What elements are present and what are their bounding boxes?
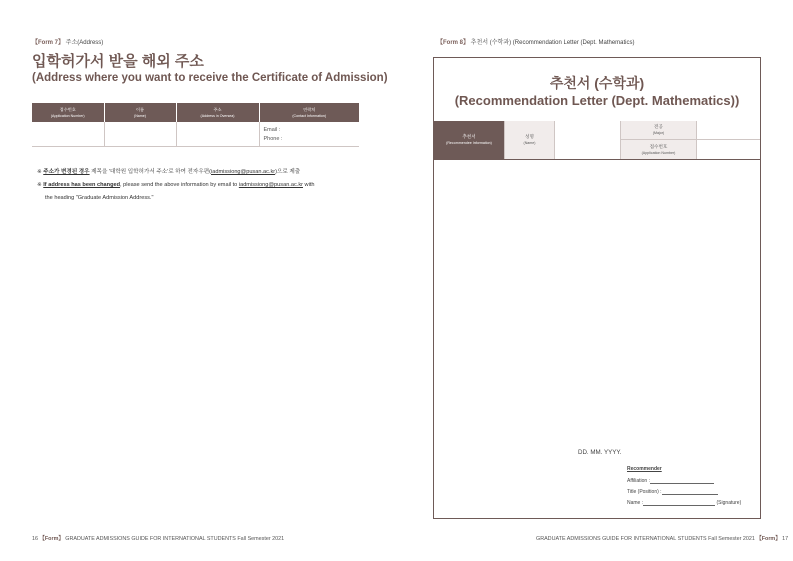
contact-field[interactable] bbox=[259, 122, 359, 147]
email-link-ko[interactable]: iadmissiong@pusan.ac.kr bbox=[211, 169, 276, 175]
recommendee-name-field[interactable] bbox=[554, 121, 620, 159]
address-field[interactable] bbox=[176, 122, 259, 147]
contact-phone-label: Phone : bbox=[263, 135, 283, 142]
form7-tag: 【Form 7】 주소(Address) bbox=[32, 40, 104, 46]
recommendee-header bbox=[434, 121, 760, 159]
name-row: Name : (Signature) bbox=[627, 500, 742, 506]
letter-body-area[interactable] bbox=[436, 162, 758, 442]
email-link-en[interactable]: iadmissiong@pusan.ac.kr bbox=[238, 182, 303, 188]
major-field[interactable] bbox=[696, 121, 760, 140]
name-field[interactable] bbox=[104, 122, 176, 147]
recommendee-info-label: 추천서 (Recommendee Information) bbox=[434, 121, 504, 159]
note-english-line2: the heading "Graduate Admission Address." bbox=[45, 195, 154, 201]
footer-right: GRADUATE ADMISSIONS GUIDE FOR INTERNATIONAL STUDENTS Fall Semester 2021 【Form】 17 bbox=[536, 536, 789, 542]
date-placeholder: DD. MM. YYYY. bbox=[578, 449, 622, 456]
major-label: 전공 (Major) bbox=[620, 121, 696, 140]
application-number-input[interactable] bbox=[696, 140, 760, 159]
recommender-name-field[interactable] bbox=[643, 499, 715, 506]
application-number-field[interactable] bbox=[32, 122, 104, 147]
address-title-korean: 입학허가서 받을 해외 주소 bbox=[32, 53, 204, 70]
signature-label: (Signature) bbox=[716, 500, 742, 506]
affiliation-row: Affiliation : bbox=[627, 477, 714, 484]
form8-tag: 【Form 8】 추천서 (수학과) (Recommendation Letter (Dept. Mathematics) bbox=[437, 40, 635, 46]
application-number-label: 접수번호 (Application Number) bbox=[620, 140, 696, 159]
title-position-field[interactable] bbox=[662, 488, 718, 495]
title-position-row: Title (Position) : bbox=[627, 488, 718, 495]
header-contact: 연락처 (Contact Information) bbox=[259, 103, 359, 122]
note-korean: ※ 주소가 변경된 경우 제목을 '대학원 입학허가서 주소'로 하여 전자우편(iadmissiong@pusan.ac.kr)으로 제출 bbox=[37, 169, 301, 175]
note-english: ※ If address has been changed, please send the above information by email to iadmissiong@pusan.ac.kr with bbox=[37, 182, 315, 188]
footer-left: 16 【Form】 GRADUATE ADMISSIONS GUIDE FOR INTERNATIONAL STUDENTS Fall Semester 2021 bbox=[32, 536, 285, 542]
name-label: 성명 (Name) bbox=[504, 121, 554, 159]
recommendation-title-english: (Recommendation Letter (Dept. Mathematics)) bbox=[454, 93, 740, 108]
recommendation-title-korean: 추천서 (수학과) bbox=[549, 75, 645, 91]
affiliation-field[interactable] bbox=[650, 477, 714, 484]
header-address: 주소 (Address in Oversea) bbox=[176, 103, 259, 122]
header-divider bbox=[434, 159, 760, 160]
address-table-header-row bbox=[32, 103, 359, 122]
address-title-english: (Address where you want to receive the Certificate of Admission) bbox=[32, 72, 388, 84]
address-table bbox=[32, 103, 359, 147]
header-application-number: 접수번호 (Application Number) bbox=[32, 103, 104, 122]
header-name: 이름 (Name) bbox=[104, 103, 176, 122]
address-table-input-row bbox=[32, 122, 359, 147]
contact-email-label: Email : bbox=[263, 126, 281, 133]
recommender-heading: Recommender bbox=[627, 466, 662, 472]
